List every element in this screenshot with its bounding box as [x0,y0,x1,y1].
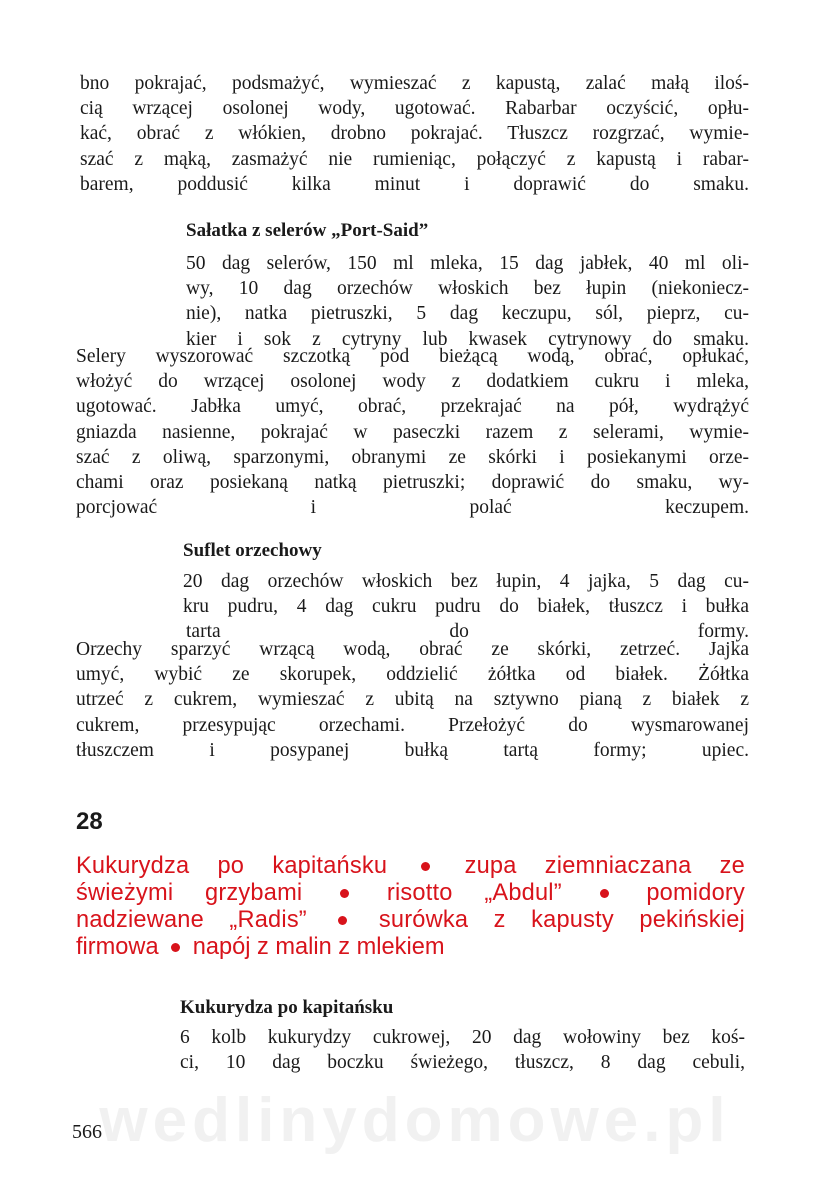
recipe-title: Kukurydza po kapitańsku [180,997,394,1018]
recipe-title: Suflet orzechowy [183,540,322,561]
recipe-ingredients [186,251,749,352]
intro-paragraph [80,71,749,197]
menu-item: zupa ziemniaczana ze [464,853,745,879]
text-line: Orzechy sparzyć wrzącą wodą, obrać ze skórki, zetrzeć. Jajka [76,639,749,660]
menu-line [76,934,745,961]
text-line: 20 dag orzechów włoskich bez łupin, 4 jajka, 5 dag cu- [183,571,749,592]
text-line: barem, poddusić kilka minut i doprawić do smaku. [80,173,749,195]
text-line: tarta do formy. [186,621,749,643]
menu-line [76,853,745,880]
text-line: utrzeć z cukrem, wymieszać z ubitą na sztywno pianą z białek z [76,689,749,711]
bullet-icon [340,889,349,898]
text-line: szać z mąką, zasmażyć nie rumieniąc, połączyć z kapustą i rabar- [80,148,749,170]
menu-item: pomidory [646,880,745,906]
menu-item: risotto „Abdul” [386,880,562,906]
menu-line [76,880,745,907]
recipe-method [76,344,749,520]
watermark: wedlinydomowe.pl [99,1086,731,1155]
text-line: 6 kolb kukurydzy cukrowej, 20 dag wołowiny bez koś- [180,1027,745,1048]
recipe-title: Sałatka z selerów „Port-Said” [186,220,429,241]
text-line: kier i sok z cytryny lub kwasek cytrynowy do smaku. [186,328,749,350]
recipe-ingredients [183,569,749,645]
recipe-ingredients [180,1025,745,1075]
text-line: tłuszczem i posypanej bułką tartą formy; upiec. [76,739,749,761]
menu-item: Kukurydza po kapitańsku [76,853,388,879]
text-line: wy, 10 dag orzechów włoskich bez łupin (niekoniecz- [186,278,749,300]
text-line: kru pudru, 4 dag cukru pudru do białek, tłuszcz i bułka [183,596,749,618]
text-line: Selery wyszorować szczotką pod bieżącą wodą, obrać, opłukać, [76,346,749,367]
menu-item: surówka z kapusty pekińskiej [378,907,745,933]
bullet-icon [421,862,430,871]
text-line: szać z oliwą, sparzonymi, obranymi ze skórki i posiekanymi orze- [76,446,749,468]
bullet-icon [171,943,180,952]
text-line: 50 dag selerów, 150 ml mleka, 15 dag jabłek, 40 ml oli- [186,253,749,274]
text-line: bno pokrajać, podsmażyć, wymieszać z kapustą, zalać małą iloś- [80,73,749,94]
menu-item: świeżymi grzybami [76,880,303,906]
text-line: ugotować. Jabłka umyć, obrać, przekrajać na pół, wydrążyć [76,396,749,418]
text-line: cią wrzącej osolonej wody, ugotować. Rabarbar oczyścić, opłu- [80,98,749,120]
text-line: chami oraz posiekaną natką pietruszki; doprawić do smaku, wy- [76,472,749,494]
menu-item: firmowa [76,934,159,960]
page-number: 566 [72,1121,102,1143]
text-line: gniazda nasienne, pokrajać w paseczki razem z selerami, wymie- [76,421,749,443]
menu-item: napój z malin z mlekiem [192,934,445,960]
text-line: włożyć do wrzącej osolonej wody z dodatkiem cukru i mleka, [76,371,749,393]
text-line: ci, 10 dag boczku świeżego, tłuszcz, 8 dag cebuli, [180,1052,745,1074]
text-line: kać, obrać z włókien, drobno pokrajać. Tłuszcz rozgrzać, wymie- [80,123,749,145]
menu-line [76,907,745,934]
bullet-icon [600,889,609,898]
text-line: porcjować i polać keczupem. [76,497,749,519]
menu-item: nadziewane „Radis” [76,907,307,933]
bullet-icon [338,916,347,925]
text-line: nie), natka pietruszki, 5 dag keczupu, sól, pieprz, cu- [186,303,749,325]
section-number: 28 [76,808,103,835]
text-line: cukrem, przesypując orzechami. Przełożyć do wysmarowanej [76,714,749,736]
recipe-method [76,637,749,763]
menu-list [76,853,745,961]
text-line: umyć, wybić ze skorupek, oddzielić żółtka od białek. Żółtka [76,664,749,686]
